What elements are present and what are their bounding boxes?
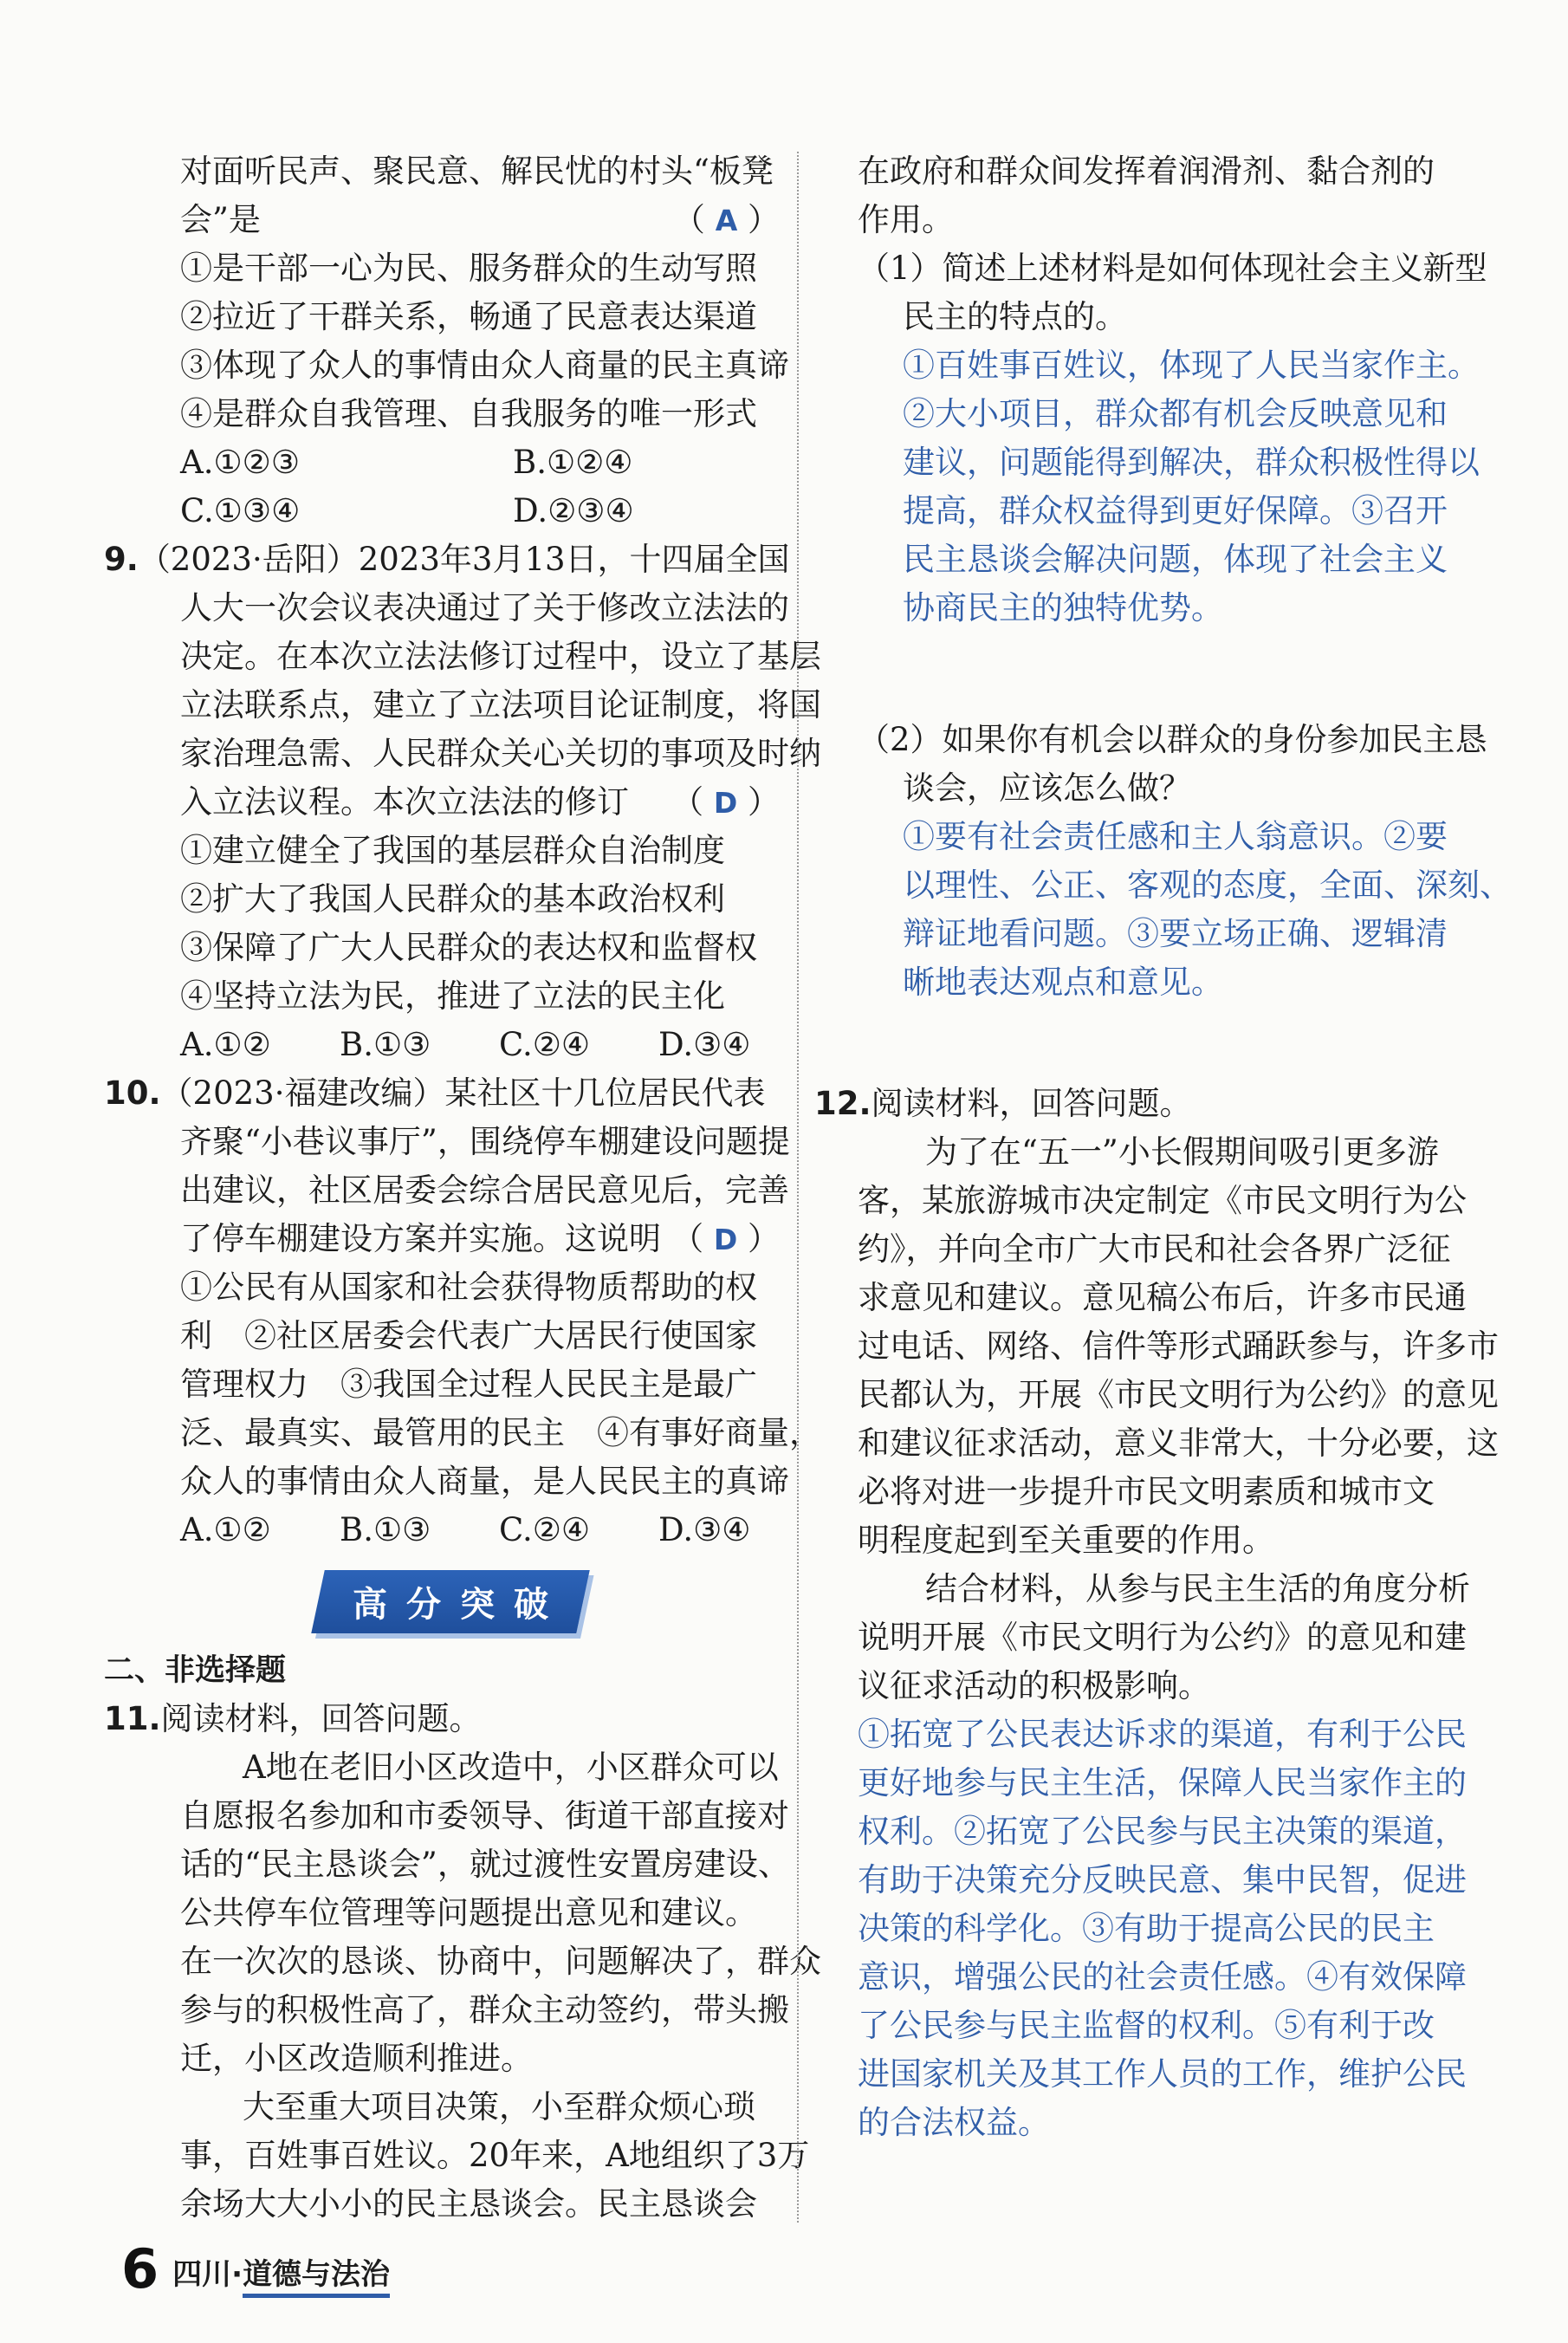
option-a: A.①② xyxy=(180,1511,271,1548)
q11-sub2-answer: 以理性、公正、客观的态度，全面、深刻、 xyxy=(903,866,1512,904)
answer-bracket: （ A ） xyxy=(672,201,780,238)
q8-statement: ①是干部一心为民、服务群众的生动写照 xyxy=(180,250,757,287)
q12-material-line: 求意见和建议。意见稿公布后，许多市民通 xyxy=(858,1279,1467,1316)
q11-material-line: 参与的积极性高了，群众主动签约，带头搬 xyxy=(180,1991,789,2028)
q11-sub1-answer: 建议，问题能得到解决，群众积极性得以 xyxy=(903,444,1480,481)
q8-statement: ②拉近了干群关系，畅通了民意表达渠道 xyxy=(180,298,757,335)
q8-options xyxy=(121,438,780,487)
spacer xyxy=(858,1007,1464,1080)
q11-material-line: 公共停车位管理等问题提出意见和建议。 xyxy=(180,1894,757,1931)
q12-prompt-line: 说明开展《市民文明行为公约》的意见和建 xyxy=(858,1619,1467,1656)
q10-statement: ①公民有从国家和社会获得物质帮助的权 xyxy=(180,1269,757,1306)
q12-answer-line: 的合法权益。 xyxy=(858,2104,1050,2141)
q12-answer-line: ①拓宽了公民表达诉求的渠道，有利于公民 xyxy=(858,1716,1467,1753)
q12-answer-line: 有助于决策充分反映民意、集中民智，促进 xyxy=(858,1861,1467,1898)
option-d: D.③④ xyxy=(658,1026,751,1063)
option-b: B.①③ xyxy=(340,1026,431,1063)
q12-material-line: 为了在“五一”小长假期间吸引更多游 xyxy=(925,1133,1439,1171)
q12-material-line: 明程度起到至关重要的作用。 xyxy=(858,1522,1274,1559)
footer-title xyxy=(172,2250,390,2293)
answer-bracket: （ D ） xyxy=(671,1220,780,1257)
q11-material-line: 事，百姓事百姓议。20年来，A地组织了3万 xyxy=(180,2137,810,2174)
q12-prompt-line: 议征求活动的积极影响。 xyxy=(858,1667,1210,1704)
q11-material-line: 大至重大项目决策，小至群众烦心琐 xyxy=(243,2088,755,2126)
q8-statement: ④是群众自我管理、自我服务的唯一形式 xyxy=(180,395,757,432)
option-c: C.①③④ xyxy=(180,492,301,529)
q9-stem-line: 立法联系点，建立了立法项目论证制度，将国 xyxy=(180,686,821,724)
q11-material-line: 在政府和群众间发挥着润滑剂、黏合剂的 xyxy=(858,153,1435,190)
spacer xyxy=(858,633,1464,716)
option-c: C.②④ xyxy=(499,1026,591,1063)
q12-title-line: 12.阅读材料，回答问题。 xyxy=(814,1085,1192,1122)
q11-sub2-answer: ①要有社会责任感和主人翁意识。②要 xyxy=(903,818,1448,855)
q12-answer-line: 了公民参与民主监督的权利。⑤有利于改 xyxy=(858,2007,1435,2044)
q11-sub2-answer: 辩证地看问题。③要立场正确、逻辑清 xyxy=(903,915,1448,952)
banner-label: 高分突破 xyxy=(311,1570,590,1633)
q12-answer-line: 更好地参与民主生活，保障人民当家作主的 xyxy=(858,1764,1467,1801)
q10-stem-line: 齐聚“小巷议事厅”，围绕停车棚建设问题提 xyxy=(180,1123,790,1160)
q10-stem-line: 了停车棚建设方案并实施。这说明 （ D ） xyxy=(121,1215,780,1263)
q11-material-line: 迁，小区改造顺利推进。 xyxy=(180,2040,533,2077)
q12-material-line: 民都认为，开展《市民文明行为公约》的意见 xyxy=(858,1376,1499,1413)
q12-material-line: 必将对进一步提升市民文明素质和城市文 xyxy=(858,1473,1435,1510)
q11-sub1-answer: 协商民主的独特优势。 xyxy=(903,589,1223,626)
q10-statement: 众人的事情由众人商量，是人民民主的真谛 xyxy=(180,1463,789,1500)
q9-stem-line: 9.（2023·岳阳）2023年3月13日，十四届全国 xyxy=(104,541,790,578)
q11-title-line: 11.阅读材料，回答问题。 xyxy=(104,1700,482,1737)
left-column xyxy=(104,147,821,2229)
q12-answer-line: 意识，增强公民的社会责任感。④有效保障 xyxy=(858,1958,1467,1996)
question-10 xyxy=(104,1069,821,1554)
q9-stem-line: 人大一次会议表决通过了关于修改立法法的 xyxy=(180,589,789,626)
section-title: 二、非选择题 xyxy=(104,1653,287,1688)
q11-sub1-question: 民主的特点的。 xyxy=(903,298,1127,335)
q9-answer: D xyxy=(713,786,738,820)
question-number: 12. xyxy=(814,1085,871,1122)
q8-stem-line: 会”是 （ A ） xyxy=(121,196,780,244)
q8-answer: A xyxy=(715,204,738,237)
q9-stem-line: 入立法议程。本次立法法的修订 （ D ） xyxy=(121,778,780,827)
question-number: 9. xyxy=(104,541,139,578)
q12-material-line: 约》，并向全市广大市民和社会各界广泛征 xyxy=(858,1230,1451,1268)
option-a: A.①②③ xyxy=(180,444,300,481)
q10-stem-line: 出建议，社区居委会综合居民意见后，完善 xyxy=(180,1172,789,1209)
q11-material-line: 作用。 xyxy=(858,201,954,238)
q9-statement: ②扩大了我国人民群众的基本政治权利 xyxy=(180,880,725,918)
footer-dot: · xyxy=(231,2257,243,2292)
q10-statement: 管理权力 ③我国全过程人民民主是最广 xyxy=(180,1366,757,1403)
option-b: B.①③ xyxy=(340,1511,431,1548)
q11-sub1-answer: ②大小项目，群众都有机会反映意见和 xyxy=(903,395,1448,432)
q12-material-line: 过电话、网络、信件等形式踊跃参与，许多市 xyxy=(858,1327,1499,1365)
q9-statement: ③保障了广大人民群众的表达权和监督权 xyxy=(180,929,757,966)
question-8 xyxy=(121,147,789,535)
question-11-continued xyxy=(858,147,1512,1007)
q11-sub2-question: 谈会，应该怎么做？ xyxy=(903,769,1191,807)
footer-subject: 道德与法治 xyxy=(243,2257,390,2298)
footer-region: 四川 xyxy=(172,2257,232,2292)
q8-options xyxy=(121,487,780,535)
question-11 xyxy=(104,1695,821,2229)
q12-answer-line: 进国家机关及其工作人员的工作，维护公民 xyxy=(858,2055,1467,2093)
q10-answer: D xyxy=(713,1223,738,1256)
q12-prompt-line: 结合材料，从参与民主生活的角度分析 xyxy=(925,1570,1470,1607)
option-d: D.②③④ xyxy=(513,492,634,529)
q11-sub1-answer: 提高，群众权益得到更好保障。③召开 xyxy=(903,492,1448,529)
question-12 xyxy=(814,1080,1499,2147)
q12-answer-line: 权利。②拓宽了公民参与民主决策的渠道， xyxy=(858,1813,1467,1850)
page-footer xyxy=(121,2237,391,2301)
q11-sub2-answer: 晰地表达观点和意见。 xyxy=(903,964,1223,1001)
section-banner xyxy=(121,1567,780,1636)
option-b: B.①②④ xyxy=(513,444,633,481)
answer-bracket: （ D ） xyxy=(671,783,780,821)
q11-material-line: 余场大大小小的民主恳谈会。民主恳谈会 xyxy=(180,2185,757,2223)
q9-statement: ④坚持立法为民，推进了立法的民主化 xyxy=(180,977,725,1015)
option-d: D.③④ xyxy=(658,1511,751,1548)
q9-statement: ①建立健全了我国的基层群众自治制度 xyxy=(180,832,725,869)
q8-statement: ③体现了众人的事情由众人商量的民主真谛 xyxy=(180,347,789,384)
q11-sub1-answer: 民主恳谈会解决问题，体现了社会主义 xyxy=(903,541,1448,578)
option-a: A.①② xyxy=(180,1026,271,1063)
question-number: 11. xyxy=(104,1700,161,1737)
q9-options xyxy=(121,1021,780,1069)
right-column xyxy=(814,147,1512,2147)
q12-answer-line: 决策的科学化。③有助于提高公民的民主 xyxy=(858,1910,1435,1947)
q11-sub1-answer: ①百姓事百姓议，体现了人民当家作主。 xyxy=(903,347,1480,384)
q11-material-line: A地在老旧小区改造中，小区群众可以 xyxy=(243,1749,779,1786)
q12-material-line: 和建议征求活动，意义非常大，十分必要，这 xyxy=(858,1425,1499,1462)
question-9 xyxy=(104,535,821,1069)
column-divider xyxy=(797,152,799,2223)
q11-material-line: 自愿报名参加和市委领导、街道干部直接对 xyxy=(180,1797,789,1834)
q8-stem-line: 对面听民声、聚民意、解民忧的村头“板凳 xyxy=(180,153,774,190)
option-c: C.②④ xyxy=(499,1511,591,1548)
q9-stem-line: 家治理急需、人民群众关心关切的事项及时纳 xyxy=(180,735,821,772)
q11-material-line: 话的“民主恳谈会”，就过渡性安置房建设、 xyxy=(180,1846,790,1883)
q11-sub2-question: （2）如果你有机会以群众的身份参加民主恳 xyxy=(858,721,1487,758)
q10-stem-line: 10.（2023·福建改编）某社区十几位居民代表 xyxy=(104,1074,766,1112)
q9-stem-line: 决定。在本次立法法修订过程中，设立了基层 xyxy=(180,638,821,675)
question-number: 10. xyxy=(104,1074,161,1112)
q10-options xyxy=(121,1506,780,1554)
q10-statement: 利 ②社区居委会代表广大居民行使国家 xyxy=(180,1317,757,1354)
q12-material-line: 客，某旅游城市决定制定《市民文明行为公 xyxy=(858,1182,1467,1219)
page-number: 6 xyxy=(121,2237,159,2301)
q11-material-line: 在一次次的恳谈、协商中，问题解决了，群众 xyxy=(180,1943,821,1980)
q11-sub1-question: （1）简述上述材料是如何体现社会主义新型 xyxy=(858,250,1487,287)
q10-statement: 泛、最真实、最管用的民主 ④有事好商量， xyxy=(180,1414,821,1451)
